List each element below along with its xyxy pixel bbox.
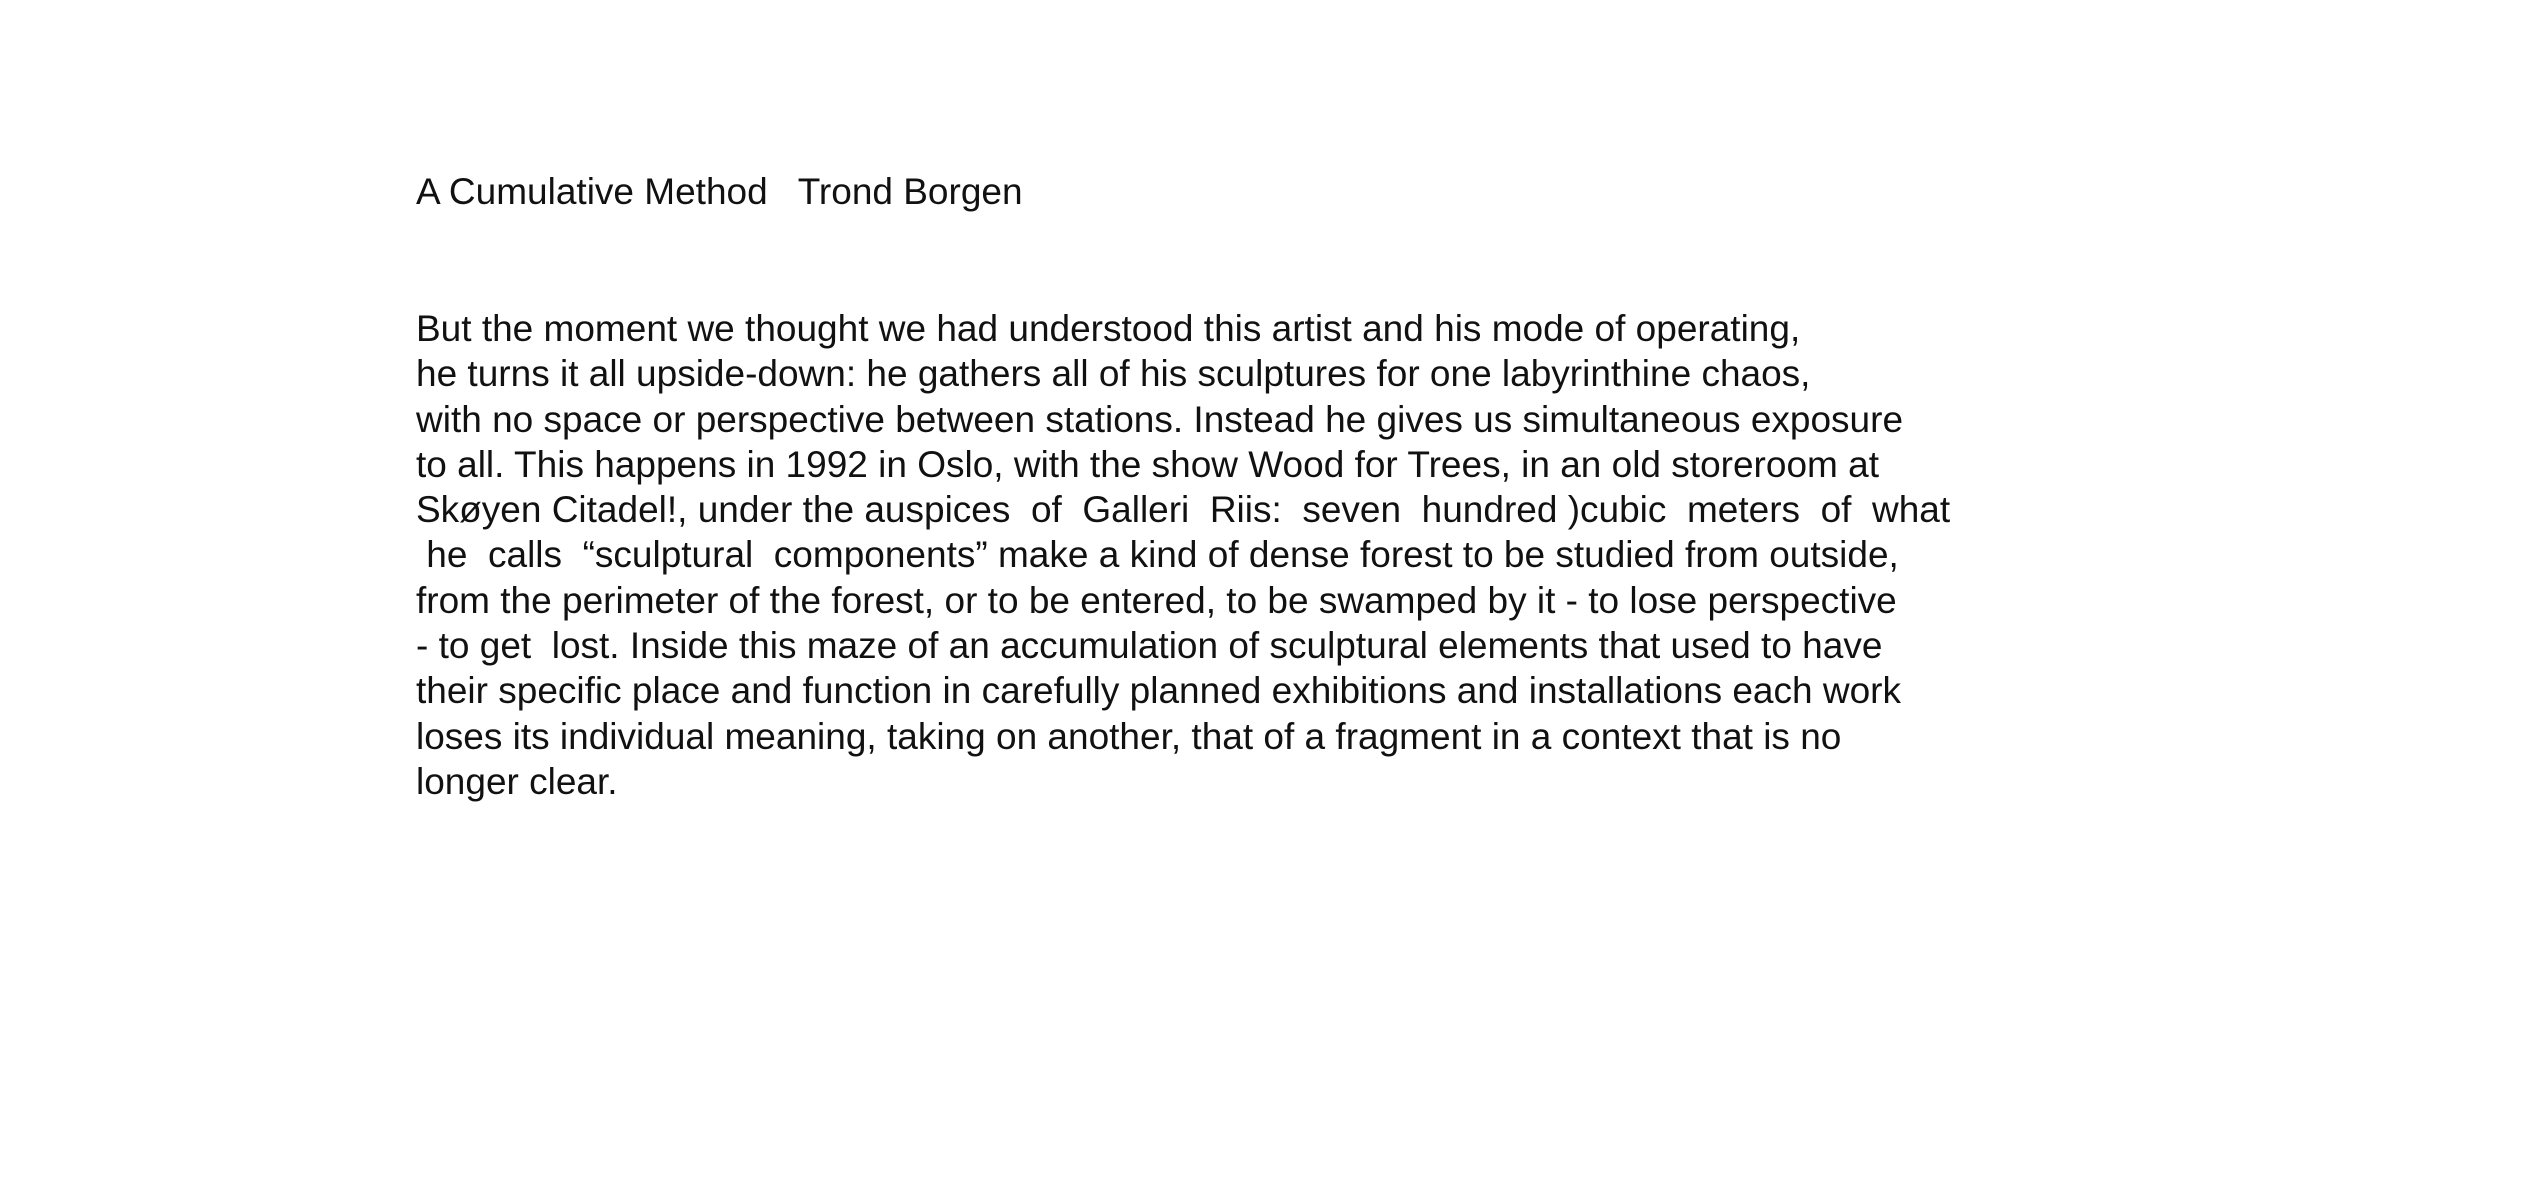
paragraph-line: he calls “sculptural components” make a kind of dense forest to be studied from outside, xyxy=(416,534,1899,576)
document-title: A Cumulative Method xyxy=(416,171,768,212)
document-heading xyxy=(416,170,1023,214)
paragraph-line: he turns it all upside-down: he gathers all of his sculptures for one labyrinthine chaos, xyxy=(416,353,1811,395)
body-paragraph xyxy=(416,306,1950,804)
document-author: Trond Borgen xyxy=(797,171,1023,212)
paragraph-line: longer clear. xyxy=(416,760,618,802)
paragraph-line: to all. This happens in 1992 in Oslo, with the show Wood for Trees, in an old storeroom at xyxy=(416,443,1879,485)
paragraph-line: Skøyen Citadel!, under the auspices of Galleri Riis: seven hundred )cubic meters of what xyxy=(416,489,1951,531)
paragraph-line: But the moment we thought we had understood this artist and his mode of operating, xyxy=(416,308,1801,349)
paragraph-line: - to get lost. Inside this maze of an accumulation of sculptural elements that used to have xyxy=(416,625,1883,667)
paragraph-line: from the perimeter of the forest, or to be entered, to be swamped by it - to lose perspective xyxy=(416,579,1897,621)
paragraph-line: loses its individual meaning, taking on another, that of a fragment in a context that is no xyxy=(416,715,1842,757)
paragraph-line: their specific place and function in carefully planned exhibitions and installations each work xyxy=(416,670,1901,712)
paragraph-line: with no space or perspective between stations. Instead he gives us simultaneous exposure xyxy=(416,398,1904,440)
